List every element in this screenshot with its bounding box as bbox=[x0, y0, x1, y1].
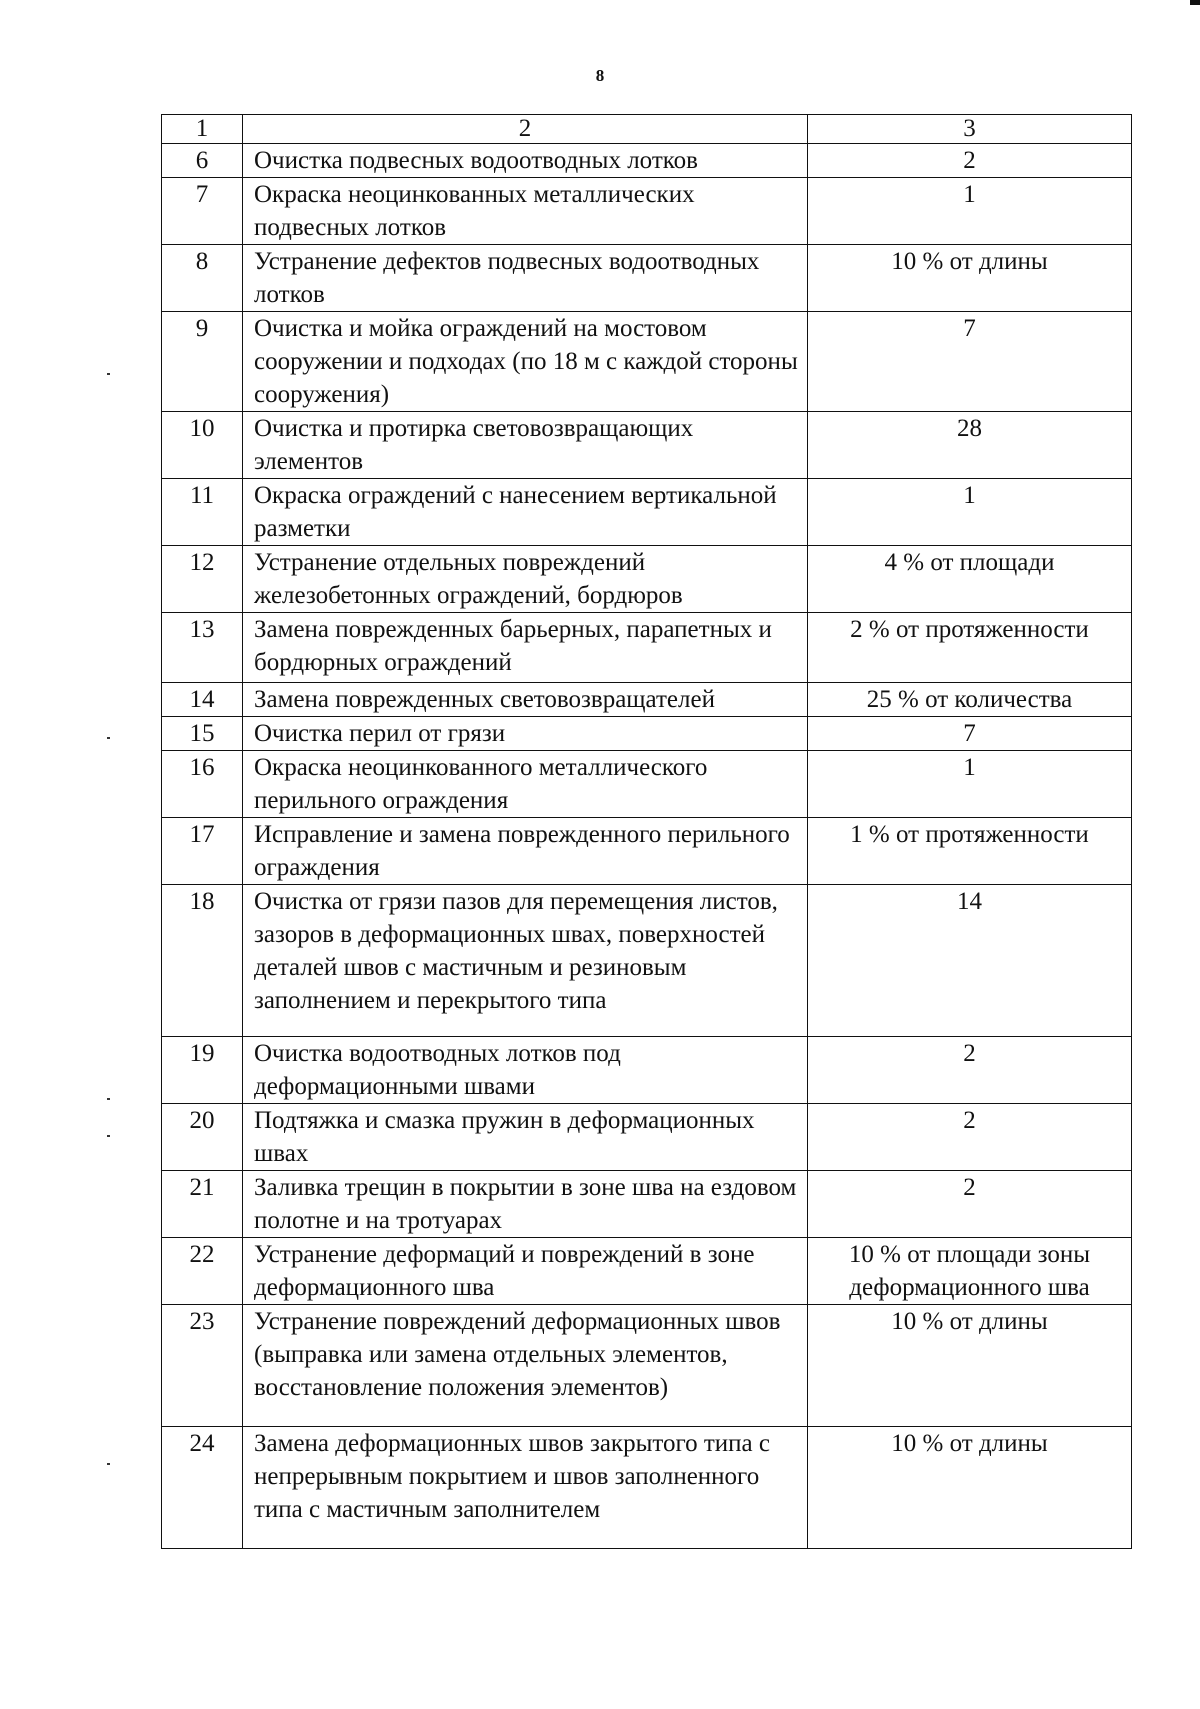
row-number: 8 bbox=[162, 245, 243, 312]
row-value: 2 bbox=[808, 1037, 1132, 1104]
row-value: 28 bbox=[808, 412, 1132, 479]
row-description: Очистка перил от грязи bbox=[243, 717, 808, 751]
row-value: 4 % от площади bbox=[808, 546, 1132, 613]
row-description: Окраска неоцинкованного металлического перильного ограждения bbox=[243, 751, 808, 818]
table-row bbox=[162, 818, 1132, 885]
row-number: 18 bbox=[162, 885, 243, 1037]
stray-dot bbox=[107, 373, 110, 375]
row-value: 25 % от количества bbox=[808, 683, 1132, 717]
stray-dot bbox=[107, 1463, 110, 1465]
row-number: 10 bbox=[162, 412, 243, 479]
table-header-row bbox=[162, 115, 1132, 144]
stray-dot bbox=[107, 737, 110, 739]
row-description: Очистка и протирка световозвращающих элементов bbox=[243, 412, 808, 479]
row-number: 7 bbox=[162, 178, 243, 245]
edge-mark bbox=[1190, 0, 1200, 5]
table-row bbox=[162, 144, 1132, 178]
table-row bbox=[162, 245, 1132, 312]
row-number: 14 bbox=[162, 683, 243, 717]
page-number: 8 bbox=[595, 66, 605, 85]
row-number: 15 bbox=[162, 717, 243, 751]
row-value: 1 bbox=[808, 178, 1132, 245]
row-number: 20 bbox=[162, 1104, 243, 1171]
row-description: Очистка подвесных водоотводных лотков bbox=[243, 144, 808, 178]
table-row bbox=[162, 751, 1132, 818]
table-row bbox=[162, 1427, 1132, 1549]
row-description: Устранение дефектов подвесных водоотводных лотков bbox=[243, 245, 808, 312]
row-number: 11 bbox=[162, 479, 243, 546]
header-cell-description: 2 bbox=[243, 115, 808, 144]
table-row bbox=[162, 613, 1132, 683]
row-value: 2 % от протяженности bbox=[808, 613, 1132, 683]
row-number: 6 bbox=[162, 144, 243, 178]
row-description: Устранение деформаций и повреждений в зоне деформационного шва bbox=[243, 1238, 808, 1305]
stray-dot bbox=[107, 1135, 110, 1137]
table-row bbox=[162, 479, 1132, 546]
table-row bbox=[162, 1104, 1132, 1171]
table-row bbox=[162, 1238, 1132, 1305]
row-description: Очистка водоотводных лотков под деформационными швами bbox=[243, 1037, 808, 1104]
row-value: 2 bbox=[808, 1171, 1132, 1238]
row-number: 13 bbox=[162, 613, 243, 683]
row-description: Очистка и мойка ограждений на мостовом сооружении и подходах (по 18 м с каждой стороны сооружения) bbox=[243, 312, 808, 412]
row-value: 14 bbox=[808, 885, 1132, 1037]
table-row bbox=[162, 546, 1132, 613]
row-description: Окраска неоцинкованных металлических подвесных лотков bbox=[243, 178, 808, 245]
row-number: 16 bbox=[162, 751, 243, 818]
row-value: 1 % от протяженности bbox=[808, 818, 1132, 885]
row-value: 7 bbox=[808, 717, 1132, 751]
works-table bbox=[161, 114, 1132, 1549]
row-number: 17 bbox=[162, 818, 243, 885]
row-number: 23 bbox=[162, 1305, 243, 1427]
row-description: Заливка трещин в покрытии в зоне шва на ездовом полотне и на тротуарах bbox=[243, 1171, 808, 1238]
table-row bbox=[162, 312, 1132, 412]
row-description: Исправление и замена поврежденного перильного ограждения bbox=[243, 818, 808, 885]
table-row bbox=[162, 885, 1132, 1037]
row-description: Замена поврежденных световозвращателей bbox=[243, 683, 808, 717]
stray-dot bbox=[107, 1098, 110, 1100]
row-value: 10 % от длины bbox=[808, 1305, 1132, 1427]
row-description: Подтяжка и смазка пружин в деформационных швах bbox=[243, 1104, 808, 1171]
row-value: 10 % от длины bbox=[808, 245, 1132, 312]
row-value: 1 bbox=[808, 479, 1132, 546]
row-value: 10 % от длины bbox=[808, 1427, 1132, 1549]
table-row bbox=[162, 1305, 1132, 1427]
table-row bbox=[162, 412, 1132, 479]
row-number: 24 bbox=[162, 1427, 243, 1549]
table-row bbox=[162, 178, 1132, 245]
row-number: 19 bbox=[162, 1037, 243, 1104]
table-row bbox=[162, 683, 1132, 717]
header-cell-value: 3 bbox=[808, 115, 1132, 144]
row-value: 10 % от площади зоны деформационного шва bbox=[808, 1238, 1132, 1305]
table-row bbox=[162, 717, 1132, 751]
table-row bbox=[162, 1037, 1132, 1104]
header-cell-number: 1 bbox=[162, 115, 243, 144]
table-body bbox=[162, 115, 1132, 1549]
row-value: 7 bbox=[808, 312, 1132, 412]
row-description: Устранение повреждений деформационных швов (выправка или замена отдельных элементов, восстановление положения элементов) bbox=[243, 1305, 808, 1427]
row-value: 2 bbox=[808, 144, 1132, 178]
row-description: Очистка от грязи пазов для перемещения листов, зазоров в деформационных швах, поверхностей деталей швов с мастичным и резиновым заполнением и перекрытого типа bbox=[243, 885, 808, 1037]
row-description: Устранение отдельных повреждений железобетонных ограждений, бордюров bbox=[243, 546, 808, 613]
row-description: Замена поврежденных барьерных, парапетных и бордюрных ограждений bbox=[243, 613, 808, 683]
row-number: 9 bbox=[162, 312, 243, 412]
row-description: Замена деформационных швов закрытого типа с непрерывным покрытием и швов заполненного типа с мастичным заполнителем bbox=[243, 1427, 808, 1549]
row-description: Окраска ограждений с нанесением вертикальной разметки bbox=[243, 479, 808, 546]
row-number: 22 bbox=[162, 1238, 243, 1305]
row-number: 21 bbox=[162, 1171, 243, 1238]
row-value: 2 bbox=[808, 1104, 1132, 1171]
table-row bbox=[162, 1171, 1132, 1238]
row-number: 12 bbox=[162, 546, 243, 613]
row-value: 1 bbox=[808, 751, 1132, 818]
